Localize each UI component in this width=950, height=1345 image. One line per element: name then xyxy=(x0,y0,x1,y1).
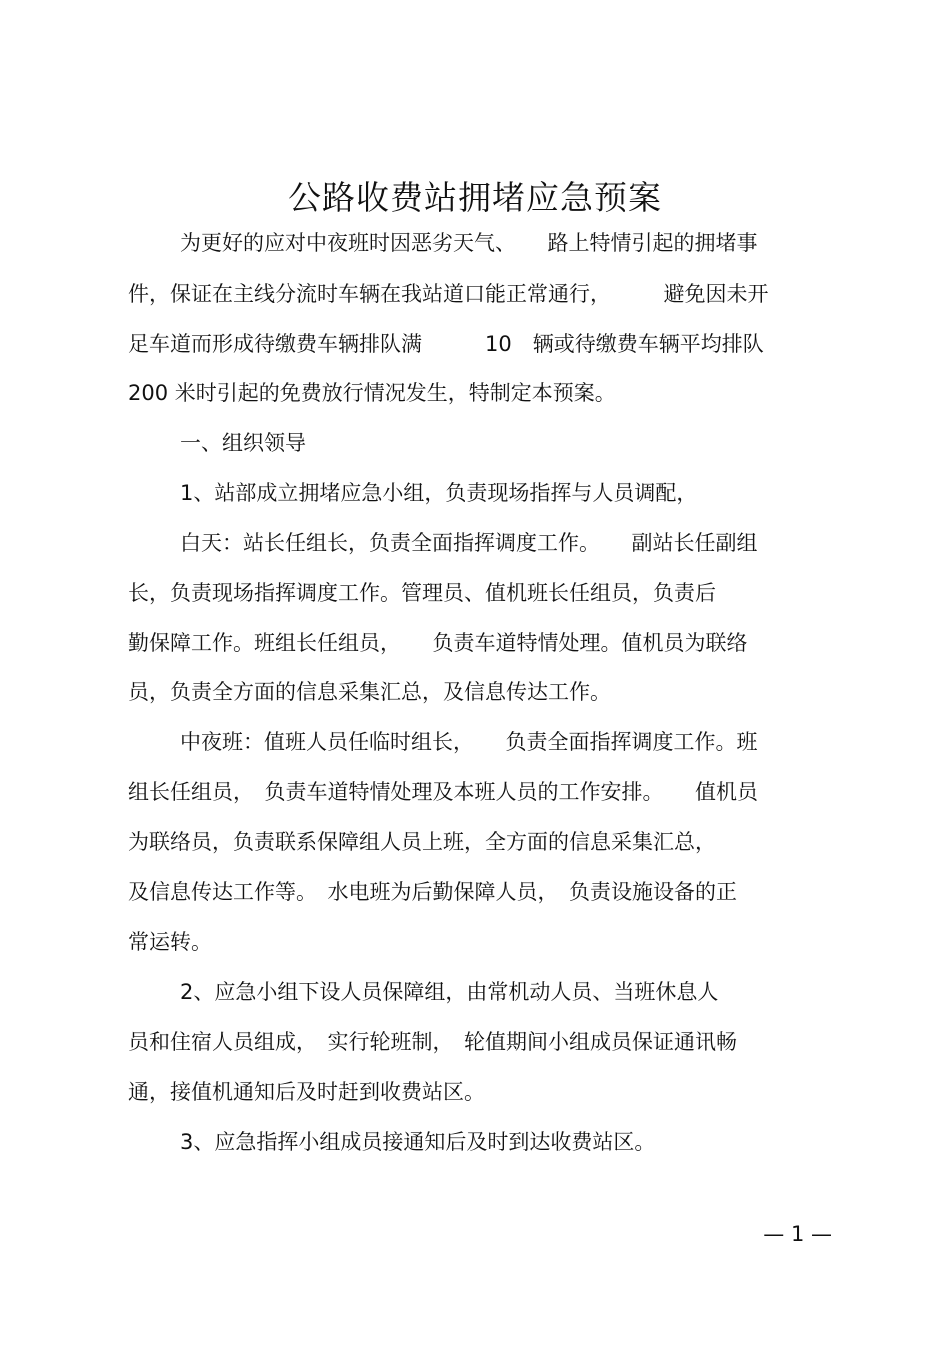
paragraph-line: 中夜班：值班人员任临时组长， 负责全面指挥调度工作。班 xyxy=(180,730,758,754)
paragraph-line: 组长任组员， 负责车道特情处理及本班人员的工作安排。 值机员 xyxy=(128,780,758,804)
paragraph-line: 员，负责全方面的信息采集汇总，及信息传达工作。 xyxy=(128,680,611,704)
paragraph-line: 为联络员，负责联系保障组人员上班，全方面的信息采集汇总， xyxy=(128,830,716,854)
paragraph-line: 白天：站长任组长，负责全面指挥调度工作。 副站长任副组 xyxy=(180,531,758,555)
paragraph-line: 1、站部成立拥堵应急小组，负责现场指挥与人员调配， xyxy=(180,481,698,505)
paragraph-line: 通，接值机通知后及时赶到收费站区。 xyxy=(128,1080,485,1104)
paragraph-line: 件，保证在主线分流时车辆在我站道口能正常通行， 避免因未开 xyxy=(128,282,769,306)
paragraph-line: 员和住宿人员组成， 实行轮班制， 轮值期间小组成员保证通讯畅 xyxy=(128,1030,737,1054)
paragraph-line: 3、应急指挥小组成员接通知后及时到达收费站区。 xyxy=(180,1130,656,1154)
section-heading: 一、组织领导 xyxy=(180,431,306,455)
paragraph-line: 常运转。 xyxy=(128,930,212,954)
paragraph-line: 足车道而形成待缴费车辆排队满 10 辆或待缴费车辆平均排队 xyxy=(128,332,764,356)
paragraph-line: 及信息传达工作等。 水电班为后勤保障人员， 负责设施设备的正 xyxy=(128,880,737,904)
document-title: 公路收费站拥堵应急预案 xyxy=(288,178,662,217)
paragraph-line: 2、应急小组下设人员保障组，由常机动人员、当班休息人 xyxy=(180,980,719,1004)
paragraph-line: 长，负责现场指挥调度工作。管理员、值机班长任组员，负责后 xyxy=(128,581,716,605)
page-number: — 1 — xyxy=(763,1222,832,1246)
paragraph-line: 200 米时引起的免费放行情况发生，特制定本预案。 xyxy=(128,381,616,405)
paragraph-line: 为更好的应对中夜班时因恶劣天气、 路上特情引起的拥堵事 xyxy=(180,231,758,255)
paragraph-line: 勤保障工作。班组长任组员， 负责车道特情处理。值机员为联络 xyxy=(128,631,748,655)
